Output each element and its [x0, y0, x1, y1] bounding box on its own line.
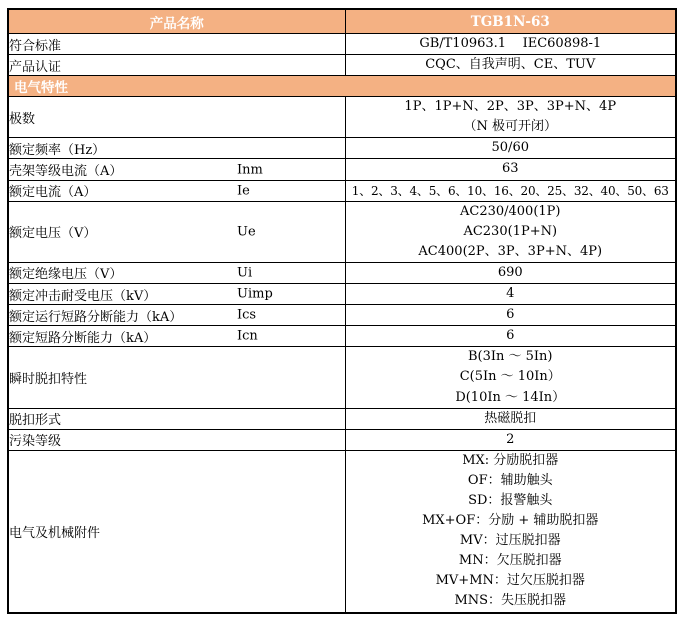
spec-value: [345, 429, 676, 450]
spec-label: 瞬时脱扣特性: [8, 347, 345, 408]
spec-label: 额定电压（V） Ue: [8, 201, 345, 262]
value-line: 热磁脱扣: [484, 410, 537, 426]
table-row-rated-current: [8, 180, 676, 201]
spec-value: [345, 201, 676, 262]
value-line: 50/60: [491, 140, 529, 156]
table-row-impulse-voltage: [8, 284, 676, 305]
product-spec-table: [7, 8, 677, 614]
table-row-poles: [8, 97, 676, 138]
value-line: D(10In ～ 14In）: [455, 389, 566, 405]
value-line: AC230/400(1P): [459, 203, 561, 219]
value-line: MV+MN：过欠压脱扣器: [435, 573, 585, 589]
header-product-model: TGB1N-63: [345, 9, 676, 34]
spec-value: [345, 450, 676, 612]
spec-symbol: Ie: [237, 183, 250, 199]
spec-label: 额定频率（Hz）: [8, 138, 345, 159]
value-line: MX: 分励脱扣器: [462, 452, 559, 468]
spec-symbol: Icn: [237, 328, 258, 344]
value-line: CQC、自我声明、CE、TUV: [425, 57, 596, 73]
value-line: AC400(2P、3P、3P+N、4P): [418, 243, 603, 259]
spec-value: [345, 262, 676, 283]
spec-value: [345, 138, 676, 159]
spec-value: [345, 180, 676, 201]
value-line: 6: [506, 307, 515, 323]
spec-value: [345, 347, 676, 408]
table-row-instant-trip: [8, 347, 676, 408]
table-row-pollution-degree: [8, 429, 676, 450]
value-line: MV：过压脱扣器: [459, 533, 561, 549]
spec-label: 壳架等级电流（A） Inm: [8, 159, 345, 180]
value-line: 690: [497, 264, 523, 280]
table-header-row: [8, 9, 676, 34]
spec-value: [345, 97, 676, 138]
value-line: 6: [506, 328, 515, 344]
table-row-rated-voltage: [8, 201, 676, 262]
header-product-name: 产品名称: [8, 9, 345, 34]
spec-symbol: Ui: [237, 265, 253, 281]
table-row-insulation-voltage: [8, 262, 676, 283]
spec-value: [345, 326, 676, 347]
value-line: 63: [501, 161, 519, 177]
spec-value: [345, 284, 676, 305]
value-line: MN：欠压脱扣器: [458, 553, 562, 569]
spec-value: [345, 408, 676, 429]
table-row-service-breaking-capacity: [8, 305, 676, 326]
spec-label: 极数: [8, 97, 345, 138]
table-row-accessories: [8, 450, 676, 612]
value-line: GB/T10963.1 IEC60898-1: [419, 36, 602, 51]
section-header-row: [8, 76, 676, 97]
table-row-trip-type: [8, 408, 676, 429]
section-header-label: 电气特性: [8, 76, 676, 97]
value-line: 4: [506, 286, 515, 302]
value-line: SD：报警触头: [468, 492, 553, 508]
table-row-ultimate-breaking-capacity: [8, 326, 676, 347]
value-line: 1P、1P+N、2P、3P、3P+N、4P: [404, 99, 617, 115]
spec-label: 额定短路分断能力（kA） Icn: [8, 326, 345, 347]
value-line: B(3In ～ 5In): [467, 349, 553, 365]
value-line: 1、2、3、4、5、6、10、16、20、25、32、40、50、63: [351, 183, 669, 198]
spec-label: 产品认证: [8, 55, 345, 76]
value-line: MNS：失压脱扣器: [454, 593, 567, 609]
value-line: AC230(1P+N): [463, 223, 558, 239]
spec-value: [345, 34, 676, 55]
spec-symbol: Inm: [237, 162, 263, 178]
spec-symbol: Ue: [237, 224, 256, 240]
spec-value: [345, 305, 676, 326]
spec-label: 额定冲击耐受电压（kV） Uimp: [8, 284, 345, 305]
table-row-frame-current: [8, 159, 676, 180]
spec-value: [345, 55, 676, 76]
value-line: MX+OF：分励 + 辅助脱扣器: [422, 513, 599, 529]
spec-label: 污染等级: [8, 429, 345, 450]
spec-symbol: Uimp: [237, 286, 273, 302]
spec-symbol: Ics: [237, 307, 257, 323]
value-line: C(5In ～ 10In）: [459, 369, 561, 385]
spec-value: [345, 159, 676, 180]
spec-label: 符合标准: [8, 34, 345, 55]
spec-label: 脱扣形式: [8, 408, 345, 429]
spec-label: 额定运行短路分断能力（kA） Ics: [8, 305, 345, 326]
spec-label: 额定绝缘电压（V） Ui: [8, 262, 345, 283]
table-row-rated-frequency: [8, 138, 676, 159]
value-line: 2: [506, 431, 515, 447]
spec-label: 电气及机械附件: [8, 450, 345, 612]
spec-label: 额定电流（A） Ie: [8, 180, 345, 201]
value-line: （N 极可开闭）: [463, 119, 557, 135]
table-row-certifications: [8, 55, 676, 76]
table-row-standards: [8, 34, 676, 55]
value-line: OF：辅助触头: [467, 472, 553, 488]
